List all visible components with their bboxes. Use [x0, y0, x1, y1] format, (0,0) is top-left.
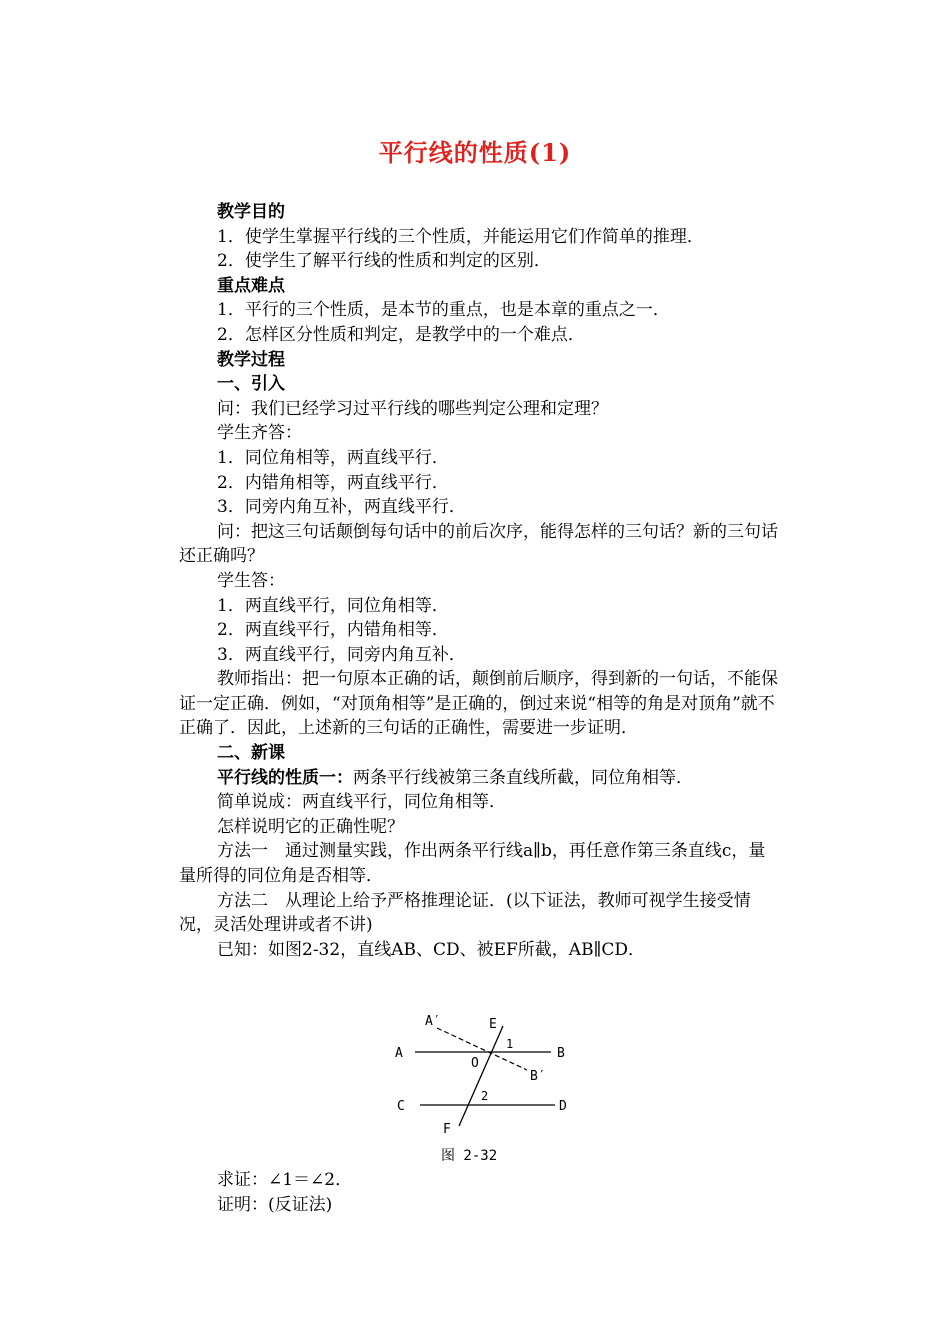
- line-ef: [459, 1026, 503, 1126]
- property-line: [179, 766, 779, 791]
- paragraph-line: 2．两直线平行，内错角相等．: [217, 620, 449, 641]
- paragraph-line: 1．使学生掌握平行线的三个性质，并能运用它们作简单的推理．: [217, 226, 704, 247]
- label-a: A: [395, 1046, 403, 1061]
- figure-svg: [385, 1008, 585, 1168]
- section-heading: 教学目的: [217, 202, 285, 222]
- section-heading: 教学过程: [217, 349, 285, 370]
- paragraph: 教师指出：把一句原本正确的话，颠倒前后顺序，得到新的一句话，不能保证一定正确．例如，“对顶角相等”是正确的，倒过来说“相等的角是对顶角”就不正确了．因此，上述新的三句话的正确性，需要进一步证明．: [179, 669, 778, 739]
- paragraph-line: 3．同旁内角互补，两直线平行．: [217, 497, 466, 518]
- line-a-prime-b-prime: [437, 1028, 527, 1070]
- geometry-figure: [385, 1008, 585, 1168]
- label-b: B: [557, 1046, 565, 1061]
- paragraph-line: 1．两直线平行，同位角相等．: [217, 595, 449, 616]
- paragraph-line: 3．两直线平行，同旁内角互补．: [217, 644, 466, 665]
- section-heading: 重点难点: [217, 275, 285, 296]
- paragraph-line: 2．内错角相等，两直线平行．: [217, 472, 449, 493]
- paragraph-line: 求证：∠1＝∠2．: [217, 1170, 353, 1190]
- section-heading: 一、引入: [217, 374, 285, 395]
- paragraph-line: 简单说成：两直线平行，同位角相等．: [217, 792, 506, 813]
- label-angle-2: 2: [481, 1089, 489, 1103]
- paragraph-line: 已知：如图2-32，直线AB、CD、被EF所截，AB∥CD．: [217, 939, 646, 960]
- paragraph: 方法二 从理论上给予严格推理论证．(以下证法，教师可视学生接受情况，灵活处理讲或者不讲): [179, 890, 751, 936]
- paragraph-line: 2．使学生了解平行线的性质和判定的区别．: [217, 251, 551, 272]
- label-b-prime: B′: [530, 1069, 546, 1084]
- figure-caption: 图 2-32: [441, 1148, 498, 1164]
- paragraph-line: 学生答：: [217, 570, 285, 591]
- paragraph-line: 证明：(反证法): [217, 1195, 333, 1215]
- paragraph-line: 2．怎样区分性质和判定，是教学中的一个难点．: [217, 324, 585, 345]
- paragraph: 方法一 通过测量实践，作出两条平行线a∥b，再任意作第三条直线c，量量所得的同位角是否相等．: [179, 841, 766, 887]
- property-label: 平行线的性质一：: [217, 767, 353, 788]
- document-body: [179, 200, 779, 962]
- property-text: 两条平行线被第三条直线所截，同位角相等．: [353, 767, 693, 788]
- paragraph-line: 学生齐答：: [217, 423, 302, 444]
- label-o: O: [471, 1056, 479, 1071]
- label-c: C: [397, 1099, 405, 1114]
- proof-section: [179, 1168, 779, 1218]
- label-e: E: [489, 1017, 497, 1032]
- paragraph-line: 问：我们已经学习过平行线的哪些判定公理和定理？: [217, 398, 608, 419]
- page-title: 平行线的性质(1): [378, 138, 572, 167]
- label-a-prime: A′: [425, 1014, 441, 1029]
- section-heading: 二、新课: [217, 743, 285, 764]
- label-angle-1: 1: [506, 1037, 514, 1051]
- paragraph: 问：把这三句话颠倒每句话中的前后次序，能得怎样的三句话？新的三句话还正确吗？: [179, 521, 778, 567]
- paragraph-line: 1．平行的三个性质，是本节的重点，也是本章的重点之一．: [217, 300, 670, 321]
- paragraph-line: 怎样说明它的正确性呢？: [217, 816, 404, 837]
- paragraph-line: 1．同位角相等，两直线平行．: [217, 447, 449, 468]
- label-f: F: [443, 1122, 451, 1137]
- label-d: D: [559, 1099, 567, 1114]
